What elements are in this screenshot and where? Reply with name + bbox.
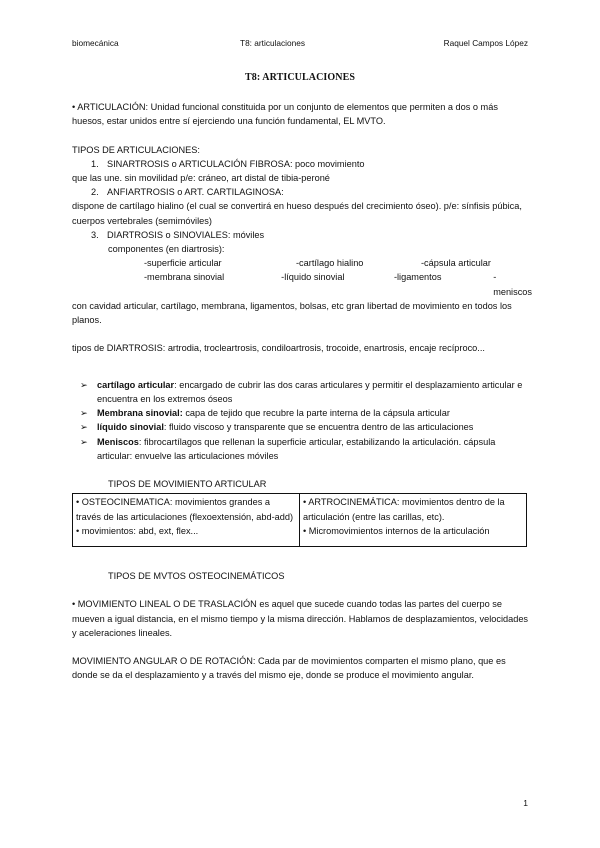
bullet-item xyxy=(72,378,532,406)
osteocinematica-cell xyxy=(73,494,300,547)
linear-movement-paragraph: • MOVIMIENTO LINEAL O DE TRASLACIÓN es aquel que sucede cuando todas las partes del cuerpo se mueven a igual distancia, en el mismo tiempo y la misma dirección. Hablamos de desplazamientos, velocidades y aceleraciones lineales. xyxy=(72,599,529,638)
cell-text: • movimientos: abd, ext, flex... xyxy=(76,525,199,536)
tipo-number: 3. xyxy=(91,229,99,240)
component-item: -superficie articular xyxy=(144,258,222,269)
movement-heading: TIPOS DE MOVIMIENTO ARTICULAR xyxy=(108,479,267,490)
component-item: -meniscos xyxy=(493,272,532,297)
movement-table xyxy=(72,493,527,547)
component-item: -ligamentos xyxy=(393,272,442,283)
components-row xyxy=(72,256,532,270)
tipo-item-3 xyxy=(72,228,532,242)
bullet-sep: : xyxy=(174,379,177,390)
cell-text: • ARTROCINEMÁTICA: movimientos dentro de la articulación (entre las carillas, etc). xyxy=(303,497,505,522)
bullet-item xyxy=(72,420,532,434)
bullet-text: encargado de cubrir las dos caras articulares y permitir el desplazamiento articular e encuentra en los extremos óseos xyxy=(97,379,523,405)
intro-paragraph: • ARTICULACIÓN: Unidad funcional constituida por un conjunto de elementos que permiten a dos o más huesos, estar unidos entre sí ejerciendo una función fundamental, EL MVTO. xyxy=(72,102,498,127)
tipo-label: DIARTROSIS o SINOVIALES: móviles xyxy=(107,229,265,240)
header-author: Raquel Campos López xyxy=(443,38,528,48)
tipo-desc: que las une. sin movilidad p/e: cráneo, art distal de tibia-peroné xyxy=(72,173,330,183)
tipo-item-2 xyxy=(72,185,532,199)
tipo-number: 1. xyxy=(91,158,99,169)
header-topic: T8: articulaciones xyxy=(240,38,306,48)
arrow-bullet-icon: ➢ xyxy=(80,408,88,419)
bullet-term: cartílago articular xyxy=(97,379,175,390)
tipo-label: SINARTROSIS o ARTICULACIÓN FIBROSA: poco movimiento xyxy=(107,158,365,169)
tipo-desc: dispone de cartílago hialino (el cual se convertirá en hueso después del crecimiento óseo). p/e: sínfisis púbica, cuerpos vertebrales (semimóviles) xyxy=(72,201,522,226)
bullet-text: fibrocartílagos que rellenan la superficie articular, estabilizando la articulación. cápsula articular: envuelve las articulaciones móviles xyxy=(97,436,496,461)
page-title: T8: ARTICULACIONES xyxy=(244,72,356,83)
tipo-desc: componentes (en diartrosis): xyxy=(108,244,225,255)
page-number: 1 xyxy=(523,798,528,808)
component-item: -líquido sinovial xyxy=(281,272,345,283)
tipo-label: ANFIARTROSIS o ART. CARTILAGINOSA: xyxy=(107,187,284,198)
bullet-term: líquido sinovial xyxy=(97,422,164,433)
header-subject: biomecánica xyxy=(72,38,119,48)
arrow-bullet-icon: ➢ xyxy=(80,422,88,433)
bullet-sep: : xyxy=(138,436,142,447)
tipo-number: 2. xyxy=(91,187,99,198)
bullet-item xyxy=(72,435,532,463)
document-body xyxy=(72,100,532,683)
arrow-bullet-icon: ➢ xyxy=(80,436,88,447)
component-item: -cartílago hialino xyxy=(296,258,364,269)
component-item: -membrana sinovial xyxy=(144,272,225,283)
bullet-term: Meniscos xyxy=(97,436,139,447)
cell-text: • Micromovimientos internos de la articulación xyxy=(303,525,490,536)
bullet-term: Membrana sinovial: xyxy=(97,408,183,419)
component-item: -cápsula articular xyxy=(421,258,491,269)
bullet-text: capa de tejido que recubre la parte interna de la cápsula articular xyxy=(182,408,450,419)
cell-text: • OSTEOCINEMATICA: movimientos grandes a través de las articulaciones (flexoextensión, abd-add) xyxy=(76,497,294,522)
osteo-heading: TIPOS DE MVTOS OSTEOCINEMÁTICOS xyxy=(108,571,285,582)
bullet-item xyxy=(72,406,532,420)
bullet-text: fluido viscoso y transparente que se encuentra dentro de las articulaciones xyxy=(166,422,474,433)
bullet-sep: : xyxy=(163,422,167,433)
arrow-bullet-icon: ➢ xyxy=(80,379,88,390)
diartrosis-types: tipos de DIARTROSIS: artrodia, trocleartrosis, condiloartrosis, trocoide, enartrosis, encaje recíproco... xyxy=(72,343,485,354)
components-tail: con cavidad articular, cartílago, membrana, ligamentos, bolsas, etc gran libertad de movimiento en todos los planos. xyxy=(72,300,512,326)
tipos-heading: TIPOS DE ARTICULACIONES: xyxy=(72,144,200,155)
components-row xyxy=(72,270,532,298)
tipo-item-1 xyxy=(72,157,532,171)
artrocinematica-cell xyxy=(300,494,527,547)
angular-movement-paragraph: MOVIMIENTO ANGULAR O DE ROTACIÓN: Cada par de movimientos comparten el mismo plano, que es donde se da el desplazamiento y a través del mismo eje, donde se produce el movimiento angular. xyxy=(72,656,506,681)
